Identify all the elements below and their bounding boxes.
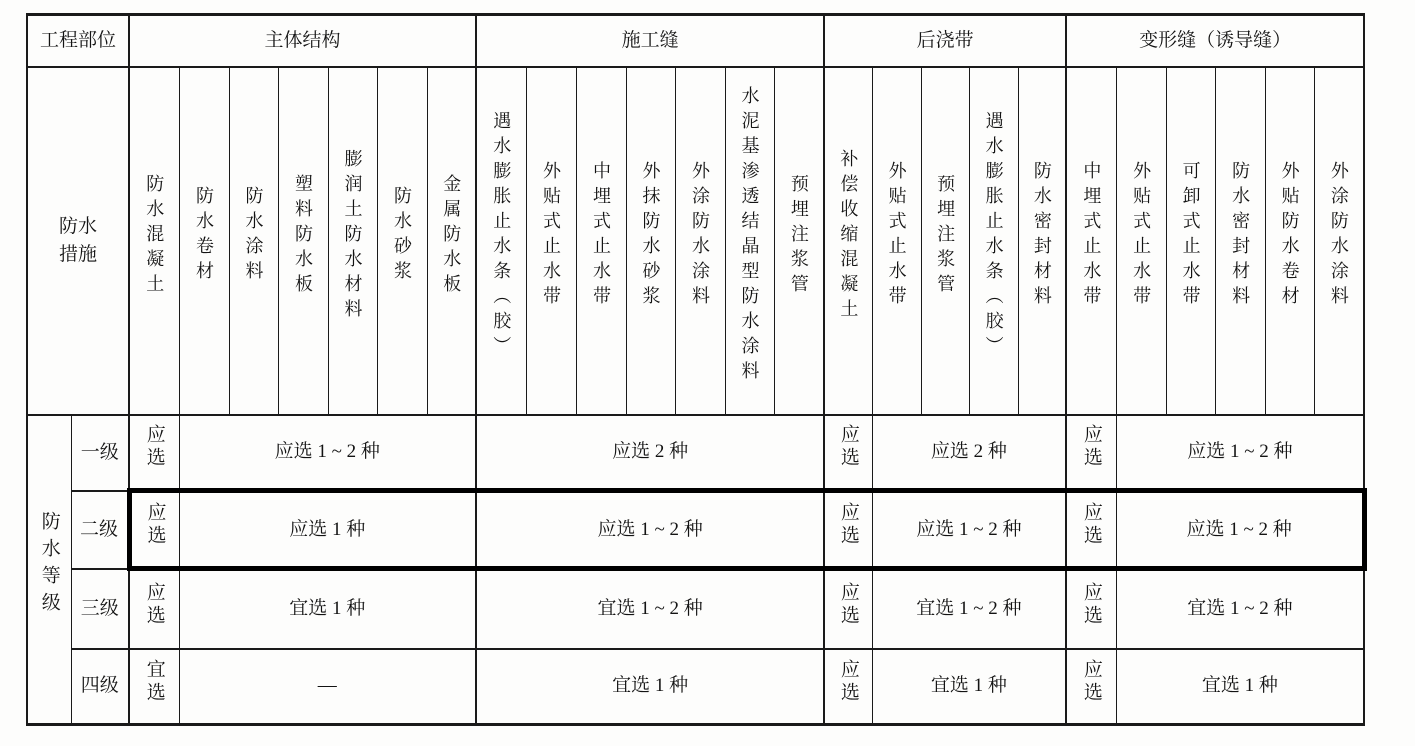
- cell-strip-first-grade-2: 应选: [824, 491, 872, 569]
- col-header-external-adhered-waterstop: 外贴式止水带: [1116, 67, 1166, 415]
- col-header-embedded-grouting-pipe: 预埋注浆管: [774, 67, 824, 415]
- cell-main-first-grade-1: 应选: [129, 415, 179, 491]
- cell-strip-rest-grade-1: 应选 2 种: [872, 415, 1066, 491]
- corner-waterproof-measures-label: 防水措施: [58, 215, 97, 265]
- cell-main-first-grade-2: 应选: [129, 491, 179, 569]
- group-header-post-cast-strip: 后浇带: [824, 15, 1066, 67]
- cell-deform-rest-grade-4: 宜选 1 种: [1116, 649, 1364, 725]
- col-header-external-adhered-waterstop: 外贴式止水带: [872, 67, 921, 415]
- cell-strip-first-grade-1: 应选: [824, 415, 872, 491]
- cell-deform-rest-grade-1: 应选 1 ~ 2 种: [1116, 415, 1364, 491]
- cell-strip-rest-grade-3: 宜选 1 ~ 2 种: [872, 569, 1066, 649]
- col-header-waterproof-mortar: 防水砂浆: [377, 67, 427, 415]
- cell-main-rest-grade-4: —: [179, 649, 476, 725]
- col-header-external-adhered-waterstop: 外贴式止水带: [526, 67, 576, 415]
- group-header-construction-joint: 施工缝: [476, 15, 824, 67]
- col-header-metal-waterproof-board: 金属防水板: [427, 67, 476, 415]
- cell-deform-first-grade-4: 应选: [1066, 649, 1116, 725]
- cell-joint-grade-3: 宜选 1 ~ 2 种: [476, 569, 824, 649]
- col-header-external-waterproof-membrane: 外贴防水卷材: [1265, 67, 1314, 415]
- cell-deform-rest-grade-2: 应选 1 ~ 2 种: [1116, 491, 1364, 569]
- col-header-embedded-grouting-pipe: 预埋注浆管: [921, 67, 969, 415]
- cell-strip-rest-grade-2: 应选 1 ~ 2 种: [872, 491, 1066, 569]
- col-header-plastic-waterproof-board: 塑料防水板: [278, 67, 328, 415]
- cell-joint-grade-1: 应选 2 种: [476, 415, 824, 491]
- cell-strip-rest-grade-4: 宜选 1 种: [872, 649, 1066, 725]
- cell-main-first-grade-3: 应选: [129, 569, 179, 649]
- cell-deform-first-grade-3: 应选: [1066, 569, 1116, 649]
- col-header-waterproof-concrete: 防水混凝土: [129, 67, 179, 415]
- cell-strip-first-grade-4: 应选: [824, 649, 872, 725]
- col-header-waterproof-coating: 防水涂料: [229, 67, 278, 415]
- grade-group-label: 防水等级: [27, 415, 71, 725]
- col-header-waterproof-sealant: 防水密封材料: [1018, 67, 1066, 415]
- group-header-deformation-joint: 变形缝（诱导缝）: [1066, 15, 1364, 67]
- col-header-waterproof-membrane: 防水卷材: [179, 67, 229, 415]
- cell-deform-rest-grade-3: 宜选 1 ~ 2 种: [1116, 569, 1364, 649]
- row-label-grade-4: 四级: [71, 649, 129, 725]
- group-header-main-structure: 主体结构: [129, 15, 476, 67]
- cell-main-rest-grade-3: 宜选 1 种: [179, 569, 476, 649]
- corner-waterproof-measures: [27, 67, 129, 415]
- row-label-grade-3: 三级: [71, 569, 129, 649]
- cell-strip-first-grade-3: 应选: [824, 569, 872, 649]
- col-header-shrinkage-compensating-concrete: 补偿收缩混凝土: [824, 67, 872, 415]
- col-header-external-waterproof-coating: 外涂防水涂料: [1314, 67, 1364, 415]
- cell-main-rest-grade-1: 应选 1 ~ 2 种: [179, 415, 476, 491]
- corner-engineering-part: 工程部位: [27, 15, 129, 67]
- cell-deform-first-grade-1: 应选: [1066, 415, 1116, 491]
- col-header-bentonite-waterproof-material: 膨润土防水材料: [328, 67, 377, 415]
- col-header-cementitious-crystalline-coating: 水泥基渗透结晶型防水涂料: [725, 67, 774, 415]
- row-label-grade-2: 二级: [71, 491, 129, 569]
- col-header-external-waterproof-mortar: 外抹防水砂浆: [626, 67, 675, 415]
- col-header-removable-waterstop: 可卸式止水带: [1166, 67, 1215, 415]
- col-header-external-waterproof-coating: 外涂防水涂料: [675, 67, 725, 415]
- cell-joint-grade-4: 宜选 1 种: [476, 649, 824, 725]
- row-label-grade-1: 一级: [71, 415, 129, 491]
- cell-main-rest-grade-2: 应选 1 种: [179, 491, 476, 569]
- col-header-mid-embedded-waterstop: 中埋式止水带: [576, 67, 626, 415]
- cell-deform-first-grade-2: 应选: [1066, 491, 1116, 569]
- col-header-water-swelling-waterstop-strip: 遇水膨胀止水条（胶）: [969, 67, 1018, 415]
- waterproofing-measures-table: [26, 13, 1367, 726]
- cell-joint-grade-2: 应选 1 ~ 2 种: [476, 491, 824, 569]
- cell-main-first-grade-4: 宜选: [129, 649, 179, 725]
- col-header-mid-embedded-waterstop: 中埋式止水带: [1066, 67, 1116, 415]
- col-header-waterproof-sealant: 防水密封材料: [1215, 67, 1265, 415]
- col-header-water-swelling-waterstop-strip: 遇水膨胀止水条（胶）: [476, 67, 526, 415]
